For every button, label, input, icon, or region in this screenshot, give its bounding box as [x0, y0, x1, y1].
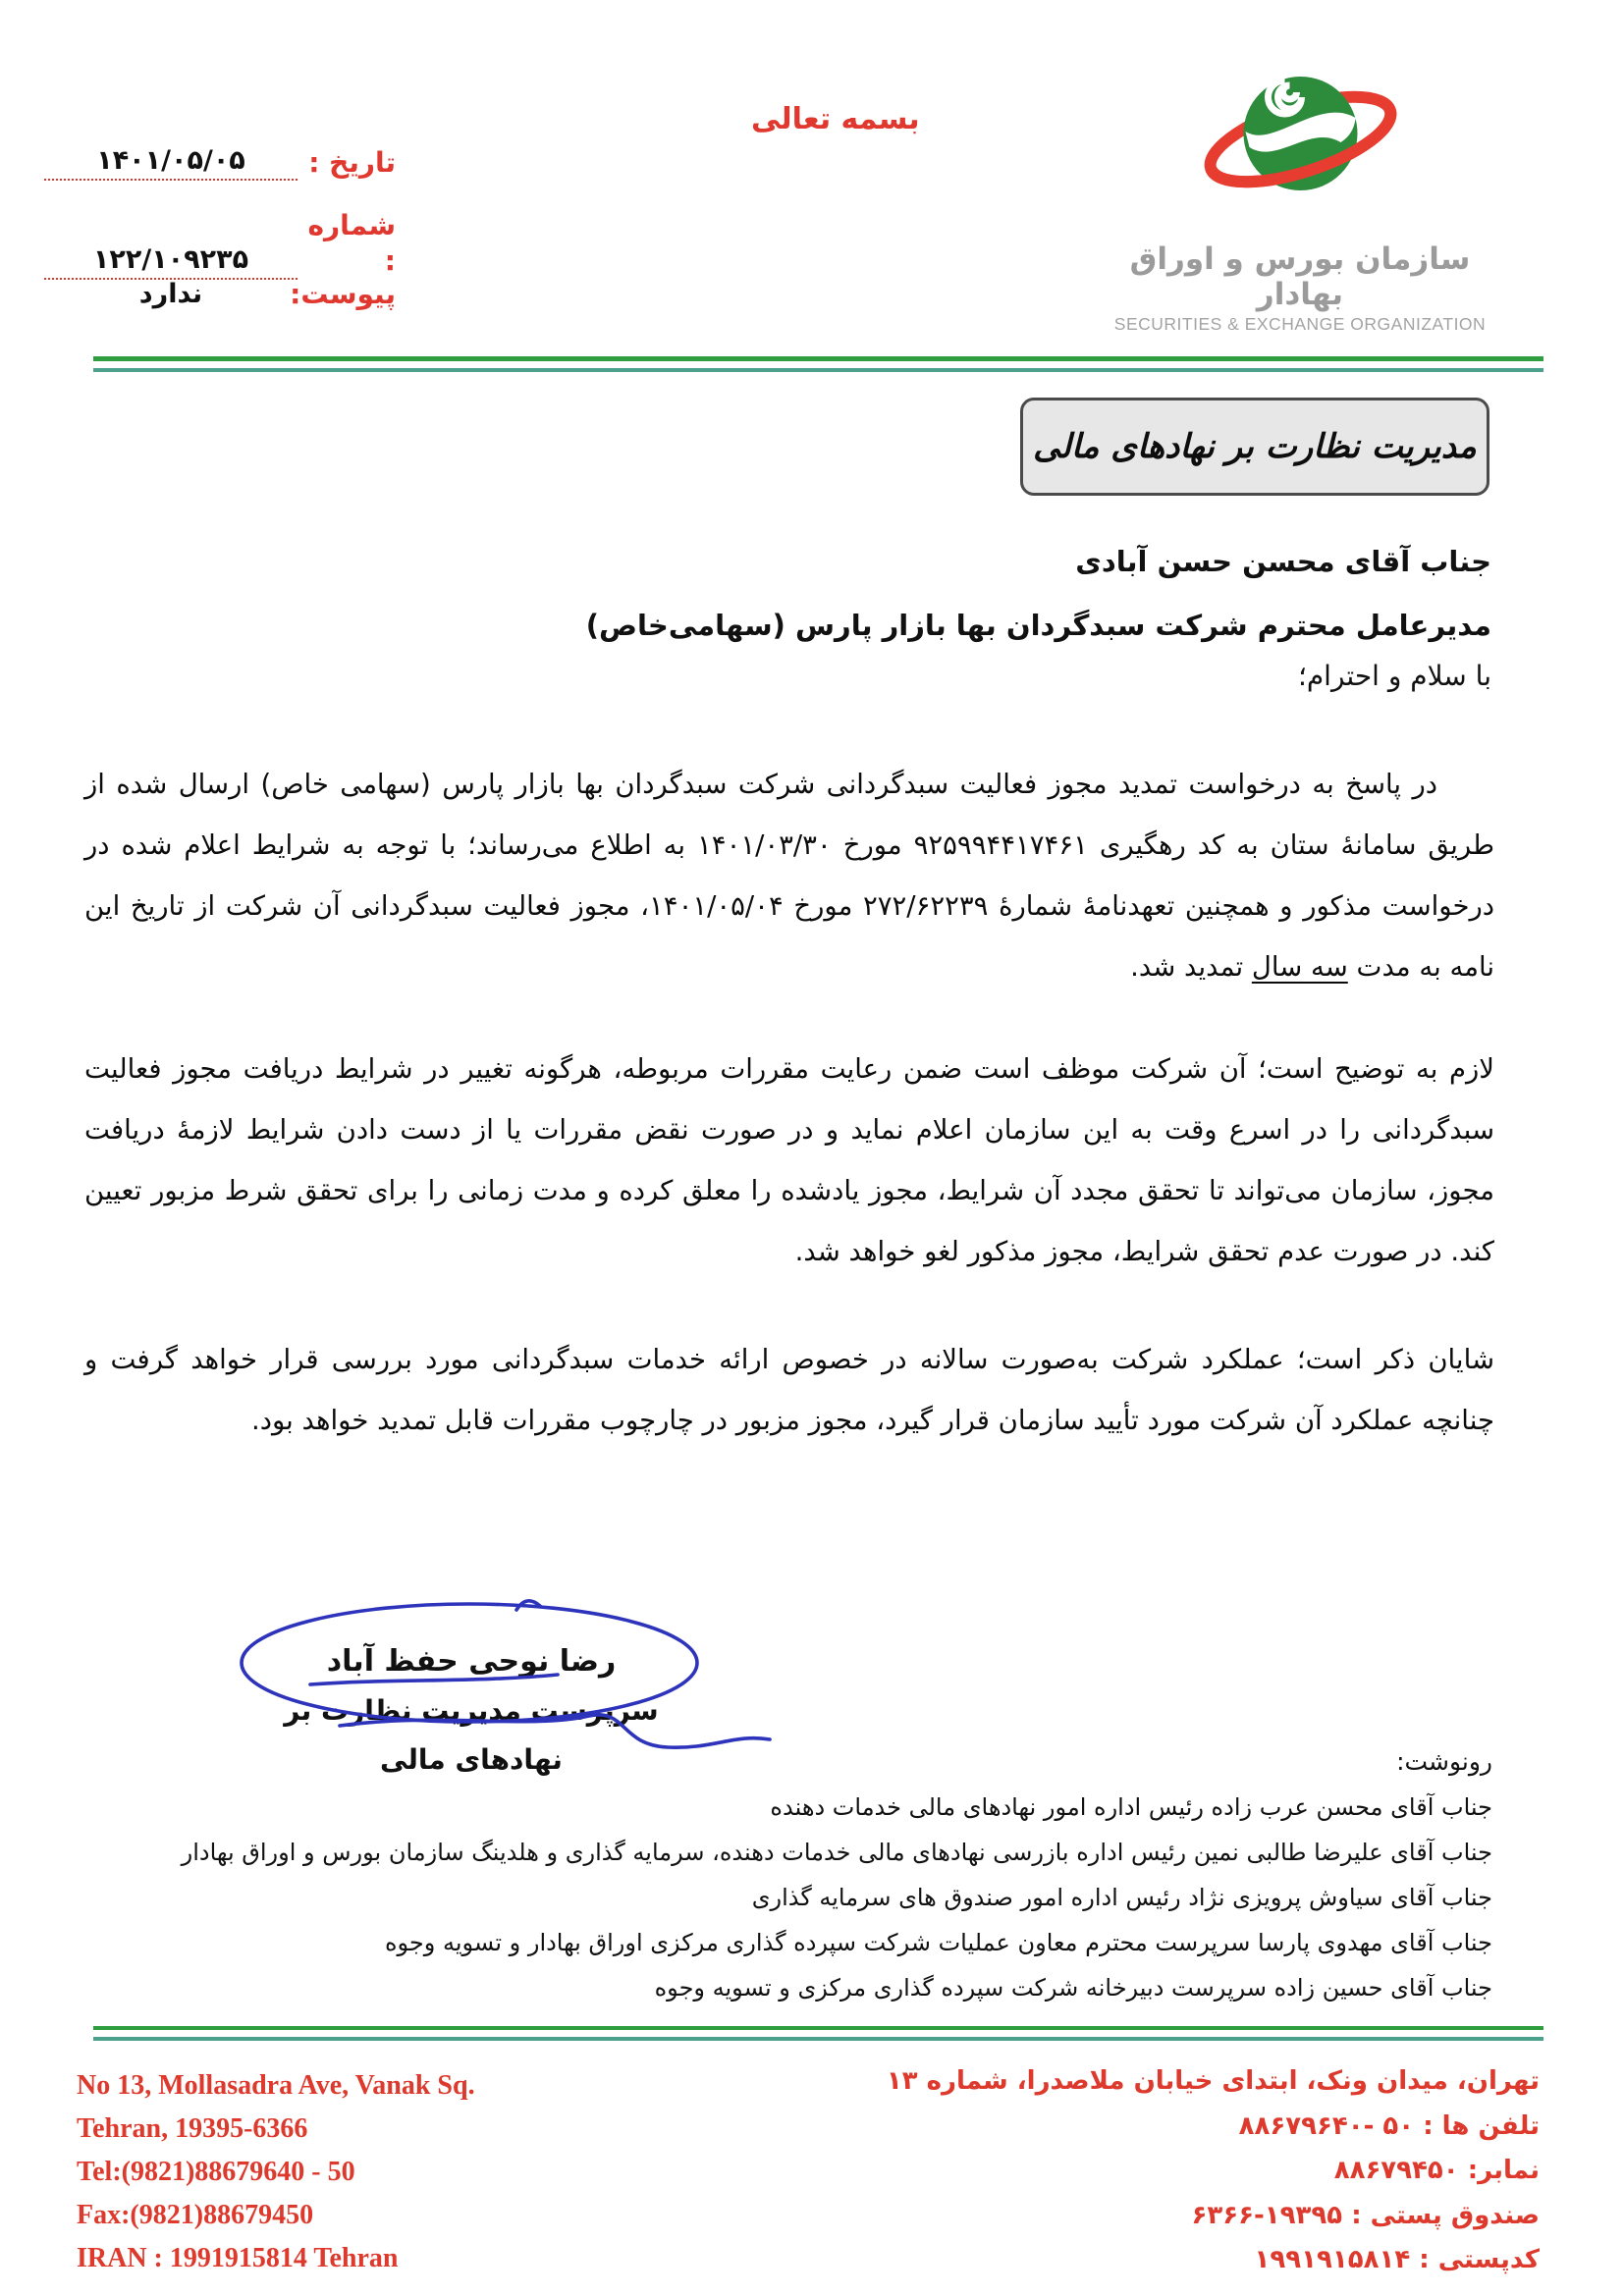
cc-item: جناب آقای علیرضا طالبی نمین رئیس اداره بازرسی نهادهای مالی خدمات دهنده، سرمایه گذاری و هلدینگ سازمان بورس و اوراق بهادار [181, 1839, 1492, 1866]
cc-item: جناب آقای سیاوش پرویزی نژاد رئیس اداره امور صندوق های سرمایه گذاری [751, 1884, 1492, 1911]
footer-en-line: IRAN : 1991915814 Tehran [77, 2243, 399, 2273]
attachment-value: ندارد [138, 279, 203, 310]
paragraph-1 [84, 754, 1494, 997]
cc-label: رونوشت: [1396, 1747, 1492, 1776]
date-label: تاریخ : [308, 146, 396, 179]
number-row [44, 208, 396, 280]
salutation-text: با سلام و احترام؛ [1297, 660, 1491, 692]
footer-fa-line: تهران، میدان ونک، ابتدای خیابان ملاصدرا، شماره ۱۳ [886, 2066, 1540, 2096]
footer-en-line: Tel:(9821)88679640 - 50 [77, 2157, 355, 2187]
org-name-farsi: سازمان بورس و اوراق بهادار [1129, 241, 1471, 312]
letter-body [84, 754, 1494, 1451]
attachment-row [44, 277, 396, 312]
footer-divider-line-2 [93, 2037, 1543, 2041]
footer-fa-line: تلفن ها : ۵۰ -۸۸۶۷۹۶۴۰ [1238, 2110, 1540, 2141]
recipient-block [586, 530, 1491, 658]
signer-title-line1: سرپرست مدیریت نظارت بر [284, 1694, 659, 1727]
paragraph-3: شایان ذکر است؛ عملکرد شرکت به‌صورت سالانه در خصوص ارائه خدمات سبدگردانی مورد بررسی قرار خواهد گرفت و چنانچه عملکرد آن شرکت مورد تأیید سازمان قرار گیرد، مجوز مزبور در چارچوب مقررات قابل تمدید خواهد بود. [84, 1344, 1494, 1436]
paragraph-2: لازم به توضیح است؛ آن شرکت موظف است ضمن رعایت مقررات مربوطه، هرگونه تغییر در شرایط دریافت مجوز فعالیت سبدگردانی را در اسرع وقت به این سازمان اعلام نماید و در صورت نقض مقررات یا از دست دادن شرایط لازمهٔ دریافت مجوز، سازمان می‌تواند تا تحقق مجدد آن شرایط، مجوز یادشده را معلق کرده و مدت زمانی را برای تحقق شرط مزبور تعیین کند. در صورت عدم تحقق شرایط، مجوز مذکور لغو خواهد شد. [84, 1053, 1494, 1267]
paragraph-1-ending: تمدید شد. [1130, 951, 1252, 983]
footer-address-english [77, 2064, 475, 2280]
signer-name: رضا نوحی حفظ آباد [326, 1644, 617, 1679]
paragraph-1-text: در پاسخ به درخواست تمدید مجوز فعالیت سبدگردانی شرکت سبدگردان بها بازار پارس (سهامی خاص) ارسال شده از طریق سامانهٔ ستان به کد رهگیری ۹۲۵۹۹۴۴۱۷۴۶۱ مورخ ۱۴۰۱/۰۳/۳۰ به اطلاع می‌رساند؛ با توجه به شرایط اعلام شده در درخواست مذکور و همچنین تعهدنامهٔ شمارهٔ ۲۷۲/۶۲۲۳۹ مورخ ۱۴۰۱/۰۵/۰۴، مجوز فعالیت سبدگردانی آن شرکت از تاریخ این نامه به مدت [84, 769, 1494, 983]
footer-fa-line: صندوق پستی : ۱۹۳۹۵-۶۳۶۶ [1191, 2200, 1540, 2230]
department-title-box: مدیریت نظارت بر نهادهای مالی [1020, 398, 1489, 496]
footer-en-line: Tehran, 19395-6366 [77, 2113, 308, 2144]
org-name-english: SECURITIES & EXCHANGE ORGANIZATION [1113, 314, 1487, 334]
footer-fa-line: کدپستی : ۱۹۹۱۹۱۵۸۱۴ [1254, 2245, 1540, 2274]
recipient-name: جناب آقای محسن حسن آبادی [1075, 545, 1491, 578]
cc-item: جناب آقای محسن عرب زاده رئیس اداره امور نهادهای مالی خدمات دهنده [770, 1793, 1492, 1821]
cc-section [139, 1739, 1492, 2010]
document-number-value: ۱۲۲/۱۰۹۲۳۵ [44, 244, 298, 280]
footer-en-line: No 13, Mollasadra Ave, Vanak Sq. [77, 2070, 475, 2101]
date-row [44, 145, 396, 181]
cc-item: جناب آقای مهدوی پارسا سرپرست محترم معاون عملیات شرکت سپرده گذاری مرکزی اوراق بهادار و تسویه وجوه [384, 1929, 1492, 1956]
attachment-label: پیوست: [290, 278, 396, 310]
footer-fa-line: نمابر: ۸۸۶۷۹۴۵۰ [1333, 2156, 1540, 2185]
signer-title-line2: نهادهای مالی [380, 1743, 563, 1776]
footer-address-farsi [887, 2059, 1540, 2283]
underlined-duration: سه سال [1251, 951, 1348, 983]
recipient-title: مدیرعامل محترم شرکت سبدگردان بها بازار پارس (سهامی‌خاص) [585, 609, 1491, 642]
footer-en-line: Fax:(9821)88679450 [77, 2200, 314, 2230]
number-label: شماره : [307, 209, 396, 278]
footer-divider-line [93, 2026, 1543, 2030]
bismillah-text: بسمه تعالی [751, 102, 920, 136]
seo-logo-icon [1200, 41, 1401, 238]
document-date-value: ۱۴۰۱/۰۵/۰۵ [44, 145, 298, 181]
header-divider-line [93, 356, 1543, 361]
cc-item: جناب آقای حسین زاده سرپرست دبیرخانه شرکت سپرده گذاری مرکزی و تسویه وجوه [654, 1974, 1492, 2002]
org-header [1104, 41, 1496, 335]
header-divider-line-2 [93, 368, 1543, 372]
